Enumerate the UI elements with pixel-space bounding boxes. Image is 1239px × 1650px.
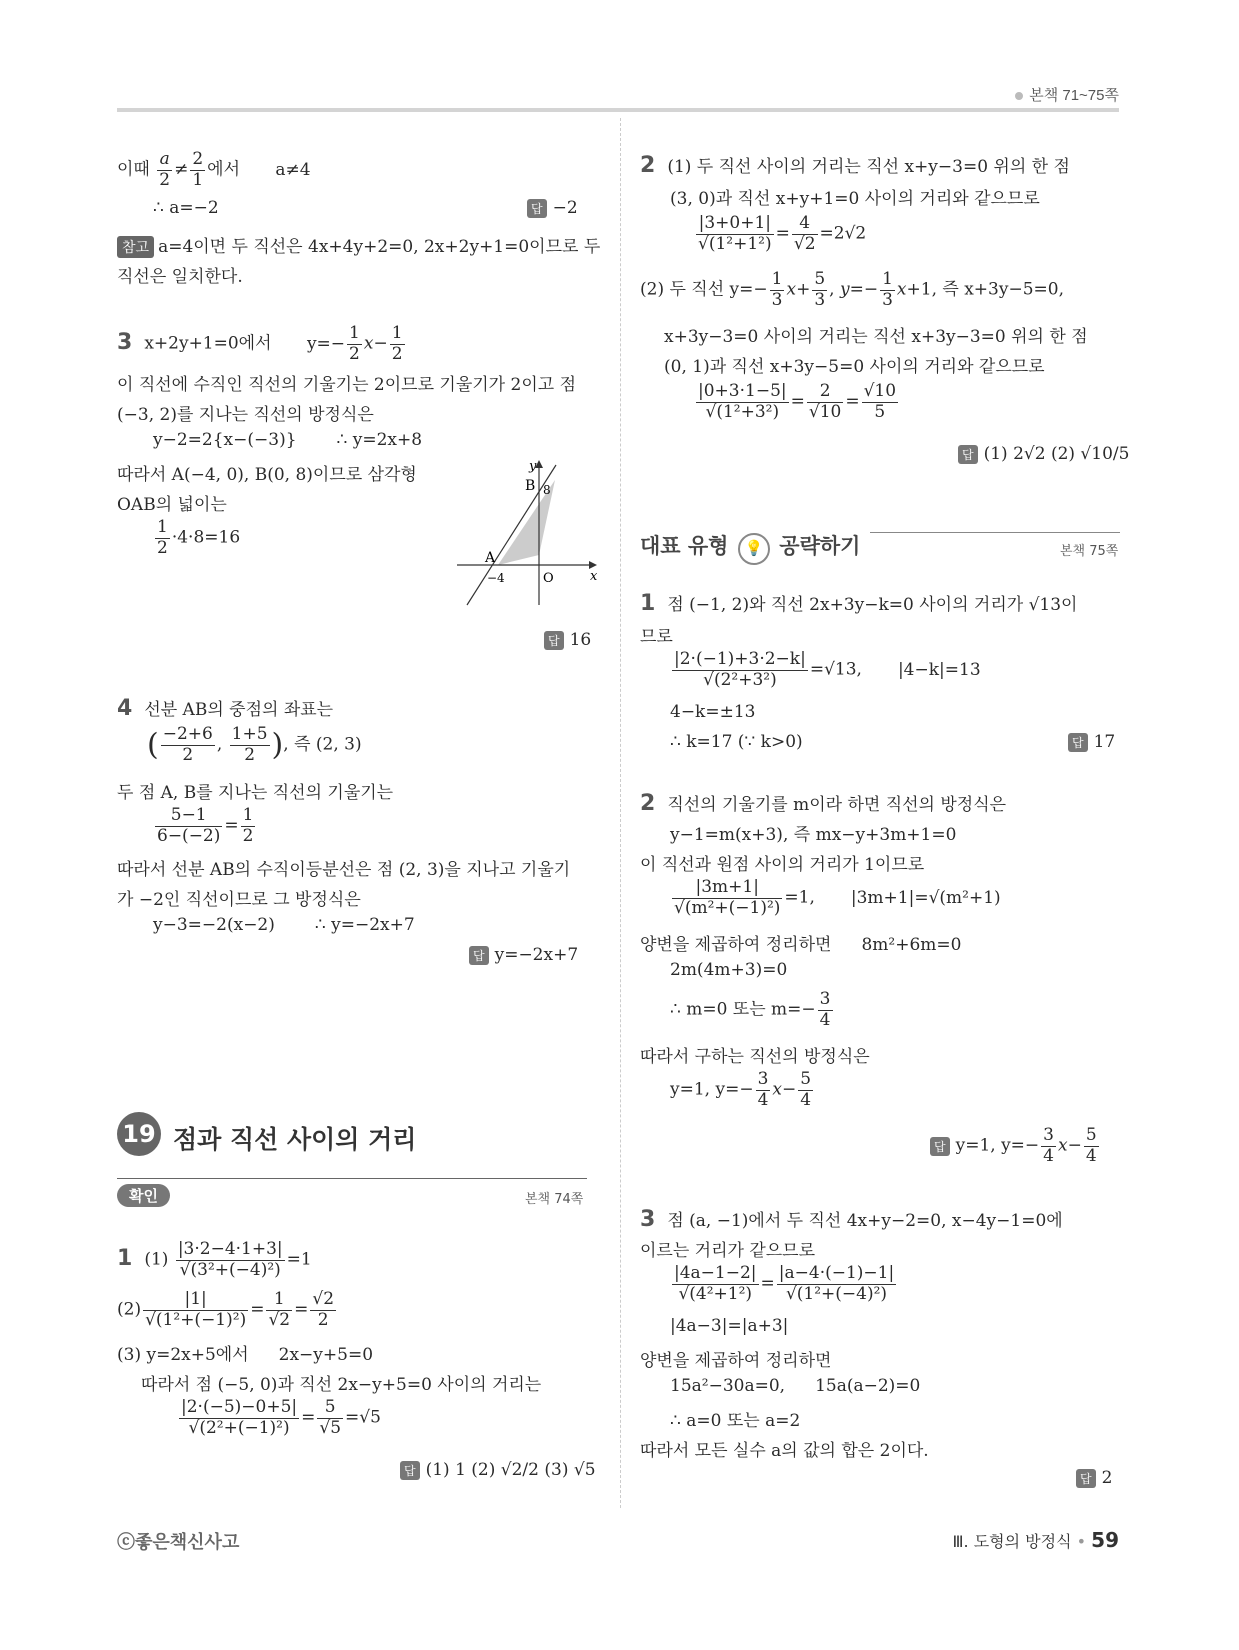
p3-line2: (−3, 2)를 지나는 직선의 방정식은	[117, 405, 374, 425]
note-cont: 직선은 일치한다.	[117, 267, 243, 287]
s3-l1: 3 점 (a, −1)에서 두 직선 4x+y−2=0, x−4y−1=0에	[640, 1207, 1063, 1232]
section-19-heading: 19 점과 직선 사이의 거리	[117, 1112, 416, 1156]
representative-heading: 대표 유형 💡 공략하기	[640, 530, 860, 565]
p4-line7: y−3=−2(x−2) ∴ y=−2x+7	[153, 915, 415, 935]
p3-line5: OAB의 넓이는	[117, 495, 227, 515]
graph-label-x: x	[590, 569, 597, 584]
s2-l1: 2 직선의 기울기를 m이라 하면 직선의 방정식은	[640, 791, 1007, 816]
s2-l6: 2m(4m+3)=0	[670, 960, 788, 980]
heading-rule	[870, 532, 1120, 533]
lightbulb-icon: 💡	[738, 533, 770, 565]
s1-answer: 답 17	[1068, 732, 1115, 752]
r2-l2: (3, 0)과 직선 x+y+1=0 사이의 거리와 같으므로	[670, 189, 1040, 209]
r2-l3: $\frac{|3+0+1|}{\text{√(1²+1²)}}$ = $\frac{4}{√2}$ =2√2	[698, 213, 867, 254]
r2-l6: (0, 1)과 직선 x+3y−5=0 사이의 거리와 같으므로	[664, 357, 1045, 377]
s3-l2: 이르는 거리가 같으므로	[640, 1241, 816, 1261]
q1-c3: 따라서 점 (−5, 0)과 직선 2x−y+5=0 사이의 거리는	[141, 1375, 542, 1395]
p4-slope: $\frac{5-1}{6-(-2)}$ = $\frac{1}{2}$	[157, 805, 254, 846]
top-rule	[117, 108, 1119, 112]
s2-l4: $\frac{|3m+1|}{\text{√(m²+(−1)²)}}$ =1, |3m+1|=√(m²+1)	[674, 877, 1001, 918]
page-reference: 본책 71~75쪽	[1015, 84, 1119, 105]
r2-answer: 답 (1) 2√2 (2) √10/5	[958, 444, 1129, 464]
heading-ref: 본책 75쪽	[1060, 544, 1119, 559]
s2-l7: ∴ m=0 또는 m=− $\frac{3}{4}$	[670, 989, 831, 1030]
s1-l5: ∴ k=17 (∵ k>0)	[670, 732, 803, 752]
p3-answer: 답 16	[544, 630, 591, 650]
p4-midpoint: ( $\frac{-2+6}{2}$ , $\frac{1+5}{2}$ ), 즉 (2, 3)	[147, 724, 362, 765]
graph-label-a: A	[485, 550, 496, 566]
r2-l7: $\frac{|0+3\cdot 1-5|}{\text{√(1²+3²)}}$ = $\frac{2}{√10}$ = $\frac{√10}{5}$	[698, 381, 897, 422]
graph-label-y: y	[529, 460, 537, 474]
q1-c: (3) y=2x+5에서 2x−y+5=0	[117, 1345, 374, 1365]
s2-l2: y−1=m(x+3), 즉 mx−y+3m+1=0	[670, 825, 957, 845]
publisher-logo: ⓒ좋은책신사고	[117, 1532, 240, 1553]
left-line-1: 이때 $\frac{a}{2}$ ≠ $\frac{2}{1}$ 에서 a≠4	[117, 149, 311, 190]
check-ref: 본책 74쪽	[525, 1192, 584, 1207]
q1-a: 1 (1) $\frac{|3\cdot 2-4\cdot 1+3|}{\text{√(3²+(−4)²)}}$ =1	[117, 1239, 312, 1280]
s1-l4: 4−k=±13	[670, 702, 756, 722]
s3-l5: 양변을 제곱하여 정리하면	[640, 1351, 832, 1371]
p4-answer: 답 y=−2x+7	[469, 945, 578, 965]
s2-answer: 답 y=1, y=− $\frac{3}{4}$ x− $\frac{5}{4}$	[930, 1126, 1101, 1166]
page-footer: Ⅲ. 도형의 방정식 • 59	[952, 1528, 1119, 1552]
p3-line4: 따라서 A(−4, 0), B(0, 8)이므로 삼각형	[117, 465, 417, 485]
p4-line5: 따라서 선분 AB의 수직이등분선은 점 (2, 3)을 지나고 기울기	[117, 860, 571, 880]
s3-l3: $\frac{|4a-1-2|}{\text{√(4²+1²)}}$ = $\frac{|a-4\cdot(-1)-1|}{\text{√(1²+(−4)²)}}$	[674, 1263, 895, 1304]
p3-line6: $\frac{1}{2}$ ·4·8=16	[157, 517, 241, 558]
p3-line1: 이 직선에 수직인 직선의 기울기는 2이므로 기울기가 2이고 점	[117, 375, 576, 395]
column-divider	[620, 118, 621, 1508]
s3-answer: 답 2	[1076, 1468, 1112, 1488]
s2-l3: 이 직선과 원점 사이의 거리가 1이므로	[640, 855, 925, 875]
p4-line6: 가 −2인 직선이므로 그 방정식은	[117, 890, 361, 910]
s1-l1: 1 점 (−1, 2)와 직선 2x+3y−k=0 사이의 거리가 √13이	[640, 591, 1078, 616]
graph-label-m4: −4	[487, 571, 505, 585]
s3-l6: 15a²−30a=0, 15a(a−2)=0	[670, 1376, 921, 1396]
s3-l4: |4a−3|=|a+3|	[670, 1316, 789, 1336]
s2-l8: 따라서 구하는 직선의 방정식은	[640, 1047, 870, 1067]
graph-label-o: O	[543, 571, 554, 586]
s2-l9: y=1, y=− $\frac{3}{4}$ x− $\frac{5}{4}$	[670, 1069, 812, 1110]
q1-b: (2) $\frac{|1|}{\text{√(1²+(−1)²)}}$ = $\frac{1}{√2}$ = $\frac{√2}{2}$	[117, 1289, 335, 1330]
note: 참고 a=4이면 두 직선은 4x+4y+2=0, 2x+2y+1=0이므로 두	[117, 232, 600, 258]
p4-head: 4 선분 AB의 중점의 좌표는	[117, 696, 334, 721]
r2-l5: x+3y−3=0 사이의 거리는 직선 x+3y−3=0 위의 한 점	[664, 327, 1088, 347]
graph-label-b: B	[525, 478, 536, 494]
section-rule	[117, 1178, 587, 1179]
p4-line3: 두 점 A, B를 지나는 직선의 기울기는	[117, 783, 394, 803]
r2-l1: 2 (1) 두 직선 사이의 거리는 직선 x+y−3=0 위의 한 점	[640, 153, 1070, 178]
p3-head: 3 x+2y+1=0에서 y=− $\frac{1}{2}$ x− $\frac{1}{2}$	[117, 323, 403, 364]
s1-l3: $\frac{|2\cdot(-1)+3\cdot 2-k|}{\text{√(2²+3²)}}$ =√13, |4−k|=13	[674, 649, 981, 690]
left-line-2: ∴ a=−2	[153, 198, 219, 218]
check-pill: 확인	[117, 1184, 170, 1207]
q1-answer: 답 (1) 1 (2) √2/2 (3) √5	[400, 1460, 596, 1480]
s3-l8: 따라서 모든 실수 a의 값의 합은 2이다.	[640, 1441, 929, 1461]
answer-a-wrap: 답 −2	[527, 198, 578, 218]
graph-label-8: 8	[543, 483, 551, 497]
p3-line3: y−2=2{x−(−3)} ∴ y=2x+8	[153, 430, 423, 450]
r2-l4: (2) 두 직선 y=− $\frac{1}{3}$ x+ $\frac{5}{3}$ , y=− $\frac{1}{3}$ x+1, 즉 x+3y−5=0,	[640, 269, 1064, 310]
s3-l7: ∴ a=0 또는 a=2	[670, 1411, 801, 1431]
s1-l2: 므로	[640, 627, 673, 647]
s2-l5: 양변을 제곱하여 정리하면 8m²+6m=0	[640, 935, 962, 955]
q1-c4: $\frac{|2\cdot(-5)-0+5|}{\text{√(2²+(−1)²)}}$ = $\frac{5}{√5}$ =√5	[181, 1397, 381, 1438]
triangle-graph	[457, 460, 597, 610]
